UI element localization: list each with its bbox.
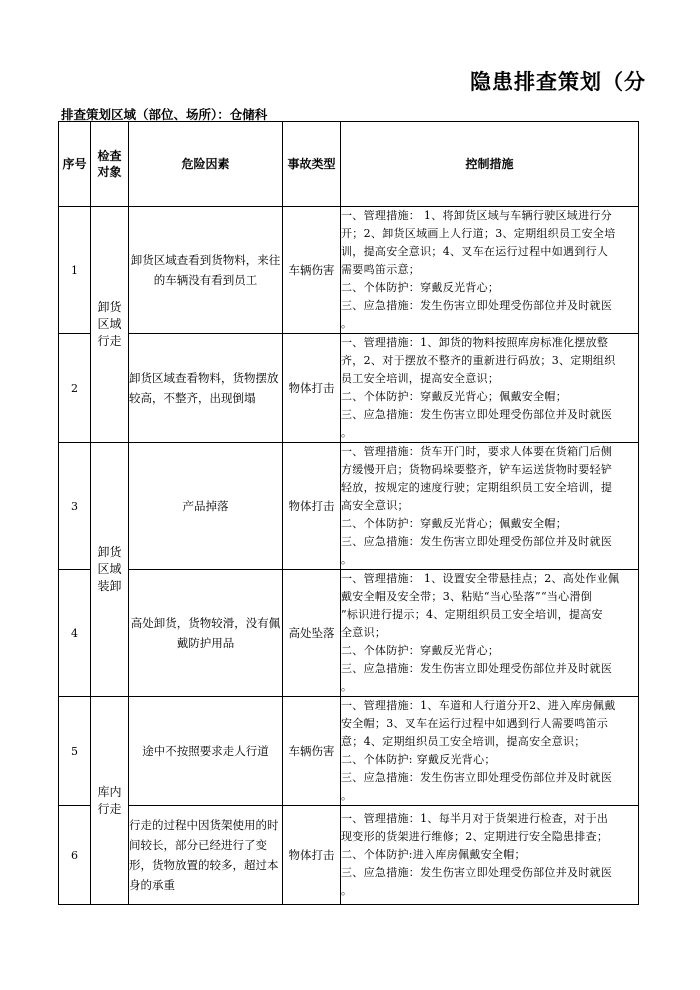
inspection-object: 库内行走 (91, 697, 129, 905)
accident-type: 高处坠落 (283, 570, 341, 697)
table-row (59, 334, 639, 443)
control-measures: 一、管理措施：1、车道和人行道分开2、进入库房佩戴 安全帽；3、叉车在运行过程中如遇到行人需要鸣笛示 意；4、定期组织员工安全培训，提高安全意识； 二、个体防护: 穿戴反光背心； 三、应急措施：发生伤害立即处理受伤部位并及时就医 。 (341, 697, 639, 806)
hazard-factor: 途中不按照要求走人行道 (129, 697, 283, 806)
control-measures: 一、管理措施： 1、设置安全带悬挂点；2、高处作业佩 戴安全帽及安全带；3、粘贴“当心坠落”“当心滑倒 ”标识进行提示；4、定期组织员工安全培训，提高安 全意识； 二、个体防护：穿戴反光背心； 三、应急措施：发生伤害立即处理受伤部位并及时就医 。 (341, 570, 639, 697)
hazard-table (58, 121, 639, 905)
table-row (59, 207, 639, 334)
row-number: 1 (59, 207, 91, 334)
hazard-factor: 产品掉落 (129, 443, 283, 570)
accident-type: 车辆伤害 (283, 207, 341, 334)
row-number: 6 (59, 806, 91, 905)
header-control: 控制措施 (341, 122, 639, 207)
control-measures: 一、管理措施：1、卸货的物料按照库房标准化摆放整 齐，2、对于摆放不整齐的重新进行码放；3、定期组织 员工安全培训，提高安全意识； 二、个体防护：穿戴反光背心；佩戴安全帽； 三、应急措施：发生伤害立即处理受伤部位并及时就医 。 (341, 334, 639, 443)
control-measures: 一、管理措施：货车开门时，要求人体要在货箱门后侧 方缓慢开启；货物码垛要整齐，铲车运送货物时要轻铲 轻放，按规定的速度行驶；定期组织员工安全培训，提 高安全意识； 二、个体防护：穿戴反光背心；佩戴安全帽； 三、应急措施：发生伤害立即处理受伤部位并及时就医 。 (341, 443, 639, 570)
accident-type: 物体打击 (283, 443, 341, 570)
hazard-factor: 行走的过程中因货架使用的时间较长，部分已经进行了变形，货物放置的较多，超过本身的承重 (129, 806, 283, 905)
table-row (59, 697, 639, 806)
accident-type: 物体打击 (283, 334, 341, 443)
row-number: 4 (59, 570, 91, 697)
header-hazard: 危险因素 (129, 122, 283, 207)
header-accident: 事故类型 (283, 122, 341, 207)
header-object: 检查对象 (91, 122, 129, 207)
row-number: 5 (59, 697, 91, 806)
table-row (59, 570, 639, 697)
table-row (59, 806, 639, 905)
inspection-object: 卸货区域装卸 (91, 443, 129, 697)
row-number: 2 (59, 334, 91, 443)
control-measures: 一、管理措施： 1、将卸货区域与车辆行驶区域进行分 开；2、卸货区域画上人行道；3、定期组织员工安全培 训，提高安全意识；4、叉车在运行过程中如遇到行人 需要鸣笛示意； 二、个体防护：穿戴反光背心； 三、应急措施：发生伤害立即处理受伤部位并及时就医 。 (341, 207, 639, 334)
row-number: 3 (59, 443, 91, 570)
inspection-area-label: 排查策划区域（部位、场所）：仓储科 (61, 107, 268, 122)
table-row (59, 443, 639, 570)
hazard-factor: 卸货区域查看物料，货物摆放较高，不整齐，出现倒塌 (129, 334, 283, 443)
document-title: 隐患排查策划（分 (470, 70, 646, 94)
control-measures: 一、管理措施：1、每半月对于货架进行检查，对于出 现变形的货架进行维修；2、定期进行安全隐患排查； 二、个体防护:进入库房佩戴安全帽； 三、应急措施：发生伤害立即处理受伤部位并及时就医 。 (341, 806, 639, 905)
hazard-factor: 卸货区域查看到货物料，来往的车辆没有看到员工 (129, 207, 283, 334)
accident-type: 车辆伤害 (283, 697, 341, 806)
table-header-row (59, 122, 639, 207)
hazard-factor: 高处卸货，货物较滑，没有佩戴防护用品 (129, 570, 283, 697)
header-no: 序号 (59, 122, 91, 207)
accident-type: 物体打击 (283, 806, 341, 905)
inspection-object: 卸货区域行走 (91, 207, 129, 443)
